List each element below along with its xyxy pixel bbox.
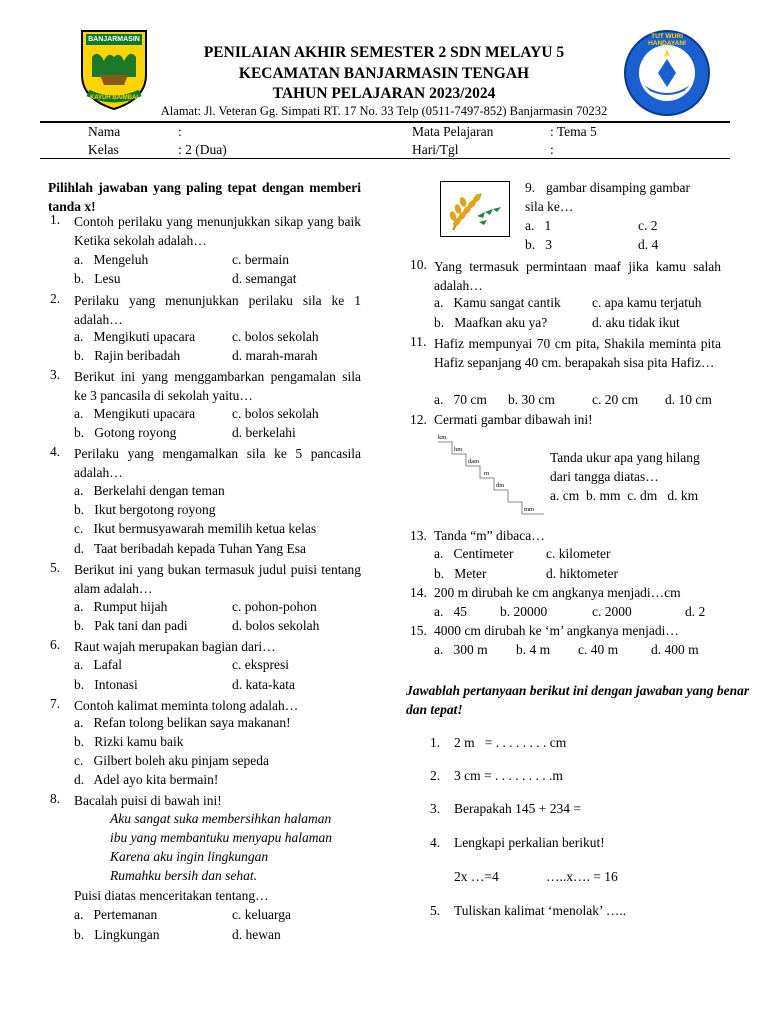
q4-text: Perilaku yang mengamalkan sila ke 5 pancasila adalah… (74, 446, 361, 480)
stair-step-7: mm (524, 506, 535, 513)
q2-option-c[interactable]: c. bolos sekolah (232, 329, 319, 344)
essay1-text[interactable]: 2 m = . . . . . . . . cm (454, 735, 567, 750)
q1-option-d[interactable]: d. semangat (232, 271, 297, 286)
kelas-value[interactable]: : 2 (Dua) (178, 142, 227, 157)
q12-staircase-diagram (436, 434, 546, 522)
q9-option-d[interactable]: d. 4 (638, 237, 659, 252)
essay4-multiplication[interactable]: 2x …=4 …..x…. = 16 (454, 869, 618, 884)
q9-number: 9. (525, 180, 536, 195)
q1-option-b[interactable]: b. Lesu (74, 271, 121, 286)
q14-option-b[interactable]: b. 20000 (500, 604, 548, 619)
rice-cotton-icon (441, 182, 509, 236)
q11-text: Hafiz mempunyai 70 cm pita, Shakila meminta pita Hafiz sepanjang 40 cm. berapakah sisa pita Hafiz… (434, 336, 721, 370)
q4-option-b[interactable]: b. Ikut bergotong royong (74, 502, 216, 517)
q8-option-c[interactable]: c. keluarga (232, 907, 291, 922)
stair-step-5: dm (496, 482, 505, 489)
logo-left-text-top: BANJARMASIN (88, 36, 140, 43)
q9-text-line1: gambar disamping gambar (546, 180, 690, 195)
essay5-text[interactable]: Tuliskan kalimat ‘menolak’ ….. (454, 903, 627, 918)
q8-option-b[interactable]: b. Lingkungan (74, 927, 160, 942)
q13-option-c[interactable]: c. kilometer (546, 546, 611, 561)
q13-option-a[interactable]: a. Centimeter (434, 546, 514, 561)
essay5-number: 5. (430, 903, 441, 918)
stair-step-4: m (484, 470, 490, 477)
essay1-number: 1. (430, 735, 441, 750)
header-title-line3: TAHUN PELAJARAN 2023/2024 (272, 85, 496, 102)
q8-poem-line3: Karena aku ingin lingkungan (110, 849, 269, 864)
q13-text: Tanda “m” dibaca… (434, 528, 545, 543)
hari-value[interactable]: : (550, 142, 554, 157)
q15-option-d[interactable]: d. 400 m (651, 642, 699, 657)
q9-text-line2: sila ke… (525, 199, 574, 214)
header-address: Alamat: Jl. Veteran Gg. Simpati RT. 17 No. 33 Telp (0511-7497-852) Banjarmasin 70232 (160, 104, 608, 118)
q5-option-c[interactable]: c. pohon-pohon (232, 599, 317, 614)
q3-number: 3. (50, 367, 61, 382)
q14-text: 200 m dirubah ke cm angkanya menjadi…cm (434, 585, 681, 600)
q15-option-a[interactable]: a. 300 m (434, 642, 488, 657)
q8-text: Bacalah puisi di bawah ini! (74, 793, 222, 808)
q4-option-c[interactable]: c. Ikut bermusyawarah memilih ketua kelas (74, 521, 317, 536)
logo-left-text-bottom: KAYUH BAIMBAI (89, 95, 139, 101)
q9-option-b[interactable]: b. 3 (525, 237, 552, 252)
q3-option-c[interactable]: c. bolos sekolah (232, 406, 319, 421)
q3-option-d[interactable]: d. berkelahi (232, 425, 296, 440)
q1-text: Contoh perilaku yang menunjukkan sikap yang baik Ketika sekolah adalah… (74, 214, 361, 248)
q10-option-a[interactable]: a. Kamu sangat cantik (434, 295, 561, 310)
q7-text: Contoh kalimat meminta tolong adalah… (74, 698, 299, 713)
q1-option-c[interactable]: c. bermain (232, 252, 289, 267)
q11-number: 11. (410, 334, 427, 349)
q1-option-a[interactable]: a. Mengeluh (74, 252, 149, 267)
q5-number: 5. (50, 560, 61, 575)
q11-option-c[interactable]: c. 20 cm (592, 392, 639, 407)
q13-option-b[interactable]: b. Meter (434, 566, 487, 581)
q12-side-text-line1: Tanda ukur apa yang hilang (550, 450, 700, 465)
q10-option-d[interactable]: d. aku tidak ikut (592, 315, 680, 330)
q14-option-c[interactable]: c. 2000 (592, 604, 632, 619)
q2-text: Perilaku yang menunjukkan perilaku sila ke 1 adalah… (74, 293, 361, 327)
instruction-multiple-choice: Pilihlah jawaban yang paling tepat dengan memberi tanda x! (48, 180, 361, 214)
q7-option-b[interactable]: b. Rizki kamu baik (74, 734, 184, 749)
essay2-number: 2. (430, 768, 441, 783)
q7-number: 7. (50, 696, 61, 711)
q4-option-d[interactable]: d. Taat beribadah kepada Tuhan Yang Esa (74, 541, 307, 556)
q7-option-a[interactable]: a. Refan tolong belikan saya makanan! (74, 715, 291, 730)
stair-step-3: dam (468, 458, 480, 465)
q6-option-c[interactable]: c. ekspresi (232, 657, 289, 672)
q8-text2: Puisi diatas menceritakan tentang… (74, 888, 269, 903)
q6-text: Raut wajah merupakan bagian dari… (74, 639, 276, 654)
header-title-line1: PENILAIAN AKHIR SEMESTER 2 SDN MELAYU 5 (203, 44, 565, 61)
header-divider-bottom (40, 158, 730, 159)
hari-label: Hari/Tgl (412, 142, 459, 157)
mapel-value[interactable]: : Tema 5 (550, 124, 597, 139)
q1-number: 1. (50, 212, 61, 227)
q11-option-d[interactable]: d. 10 cm (665, 392, 712, 407)
q13-number: 13. (410, 528, 427, 543)
q6-option-a[interactable]: a. Lafal (74, 657, 122, 672)
q6-option-d[interactable]: d. kata-kata (232, 677, 295, 692)
q3-text: Berikut ini yang menggambarkan pengamalan sila ke 3 pancasila di sekolah yaitu… (74, 369, 361, 403)
essay3-text[interactable]: Berapakah 145 + 234 = (454, 801, 581, 816)
mapel-label: Mata Pelajaran (412, 124, 494, 139)
q15-number: 15. (410, 623, 427, 638)
header-divider-top (40, 121, 730, 123)
q15-option-b[interactable]: b. 4 m (516, 642, 551, 657)
q10-option-c[interactable]: c. apa kamu terjatuh (592, 295, 702, 310)
q5-text: Berikut ini yang bukan termasuk judul puisi tentang alam adalah… (74, 562, 361, 596)
q8-option-a[interactable]: a. Pertemanan (74, 907, 158, 922)
q9-padi-kapas-image (440, 181, 510, 237)
q15-option-c[interactable]: c. 40 m (578, 642, 619, 657)
stair-step-1: km (438, 434, 447, 441)
essay4-text: Lengkapi perkalian berikut! (454, 835, 605, 850)
q12-text: Cermati gambar dibawah ini! (434, 412, 593, 427)
essay4-number: 4. (430, 835, 441, 850)
q8-number: 8. (50, 791, 61, 806)
q4-option-a[interactable]: a. Berkelahi dengan teman (74, 483, 225, 498)
q4-number: 4. (50, 444, 61, 459)
q6-number: 6. (50, 637, 61, 652)
kelas-label: Kelas (88, 142, 119, 157)
q3-option-a[interactable]: a. Mengikuti upacara (74, 406, 196, 421)
q10-option-b[interactable]: b. Maafkan aku ya? (434, 315, 548, 330)
q2-option-a[interactable]: a. Mengikuti upacara (74, 329, 196, 344)
q5-option-a[interactable]: a. Rumput hijah (74, 599, 168, 614)
q8-option-d[interactable]: d. hewan (232, 927, 281, 942)
q13-option-d[interactable]: d. hiktometer (546, 566, 618, 581)
q2-number: 2. (50, 291, 61, 306)
q2-option-d[interactable]: d. marah-marah (232, 348, 318, 363)
logo-right-text: TUT WURI HANDAYANI (648, 33, 686, 47)
instruction-essay: Jawablah pertanyaan berikut ini dengan jawaban yang benar dan tepat! (406, 683, 750, 717)
q2-option-b[interactable]: b. Rajin beribadah (74, 348, 181, 363)
q9-option-a[interactable]: a. 1 (525, 218, 552, 233)
q7-option-d[interactable]: d. Adel ayo kita bermain! (74, 772, 219, 787)
q14-option-a[interactable]: a. 45 (434, 604, 467, 619)
q12-side-text-line2: dari tangga diatas… (550, 469, 659, 484)
q10-text: Yang termasuk permintaan maaf jika kamu salah adalah… (434, 259, 721, 293)
nama-label: Nama (88, 124, 121, 139)
q5-option-d[interactable]: d. bolos sekolah (232, 618, 320, 633)
q14-number: 14. (410, 585, 427, 600)
q11-option-b[interactable]: b. 30 cm (508, 392, 555, 407)
q8-poem-line4: Rumahku bersih dan sehat. (110, 868, 257, 883)
q8-poem-line1: Aku sangat suka membersihkan halaman (110, 811, 332, 826)
q6-option-b[interactable]: b. Intonasi (74, 677, 138, 692)
q10-number: 10. (410, 257, 427, 272)
q12-options[interactable]: a. cm b. mm c. dm d. km (550, 488, 699, 503)
q15-text: 4000 cm dirubah ke ‘m’ angkanya menjadi… (434, 623, 679, 638)
q8-poem-line2: ibu yang membantuku menyapu halaman (110, 830, 332, 845)
q14-option-d[interactable]: d. 2 (685, 604, 706, 619)
q3-option-b[interactable]: b. Gotong royong (74, 425, 177, 440)
essay2-text[interactable]: 3 cm = . . . . . . . . .m (454, 768, 563, 783)
q12-number: 12. (410, 412, 427, 427)
q7-option-c[interactable]: c. Gilbert boleh aku pinjam sepeda (74, 753, 269, 768)
q9-option-c[interactable]: c. 2 (638, 218, 658, 233)
header-title-line2: KECAMATAN BANJARMASIN TENGAH (238, 65, 530, 82)
nama-value[interactable]: : (178, 124, 182, 139)
essay3-number: 3. (430, 801, 441, 816)
q11-option-a[interactable]: a. 70 cm (434, 392, 487, 407)
q5-option-b[interactable]: b. Pak tani dan padi (74, 618, 188, 633)
stair-step-2: hm (454, 446, 463, 453)
